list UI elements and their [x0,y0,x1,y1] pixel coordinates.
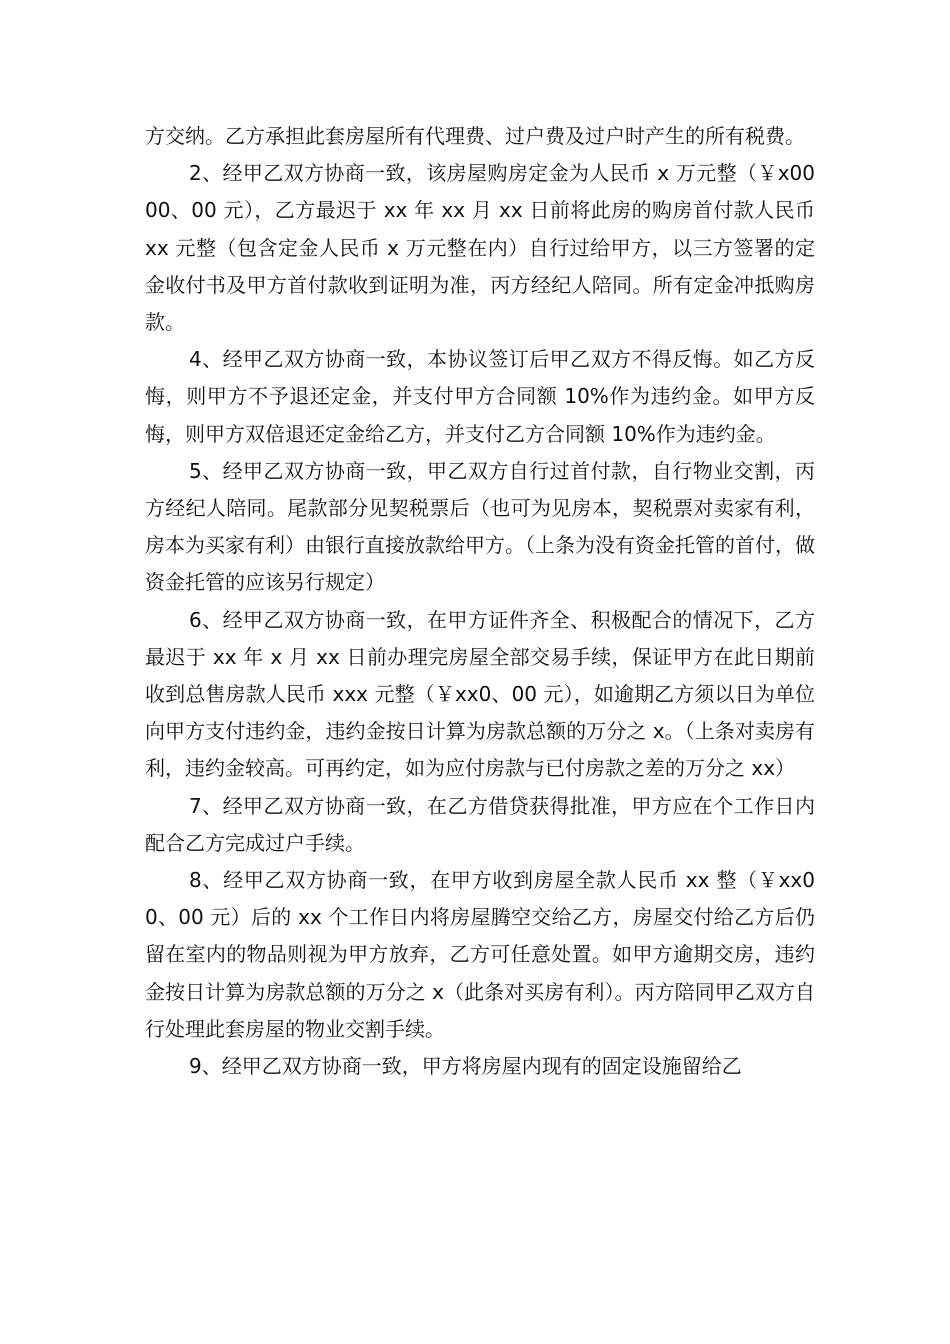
paragraph-clause-6: 6、经甲乙双方协商一致，在甲方证件齐全、积极配合的情况下，乙方最迟于 xx 年 x 月 xx 日前办理完房屋全部交易手续，保证甲方在此日期前收到总售房款人民币 xxx 元整（￥xx0、00 元），如逾期乙方须以日为单位向甲方支付违约金，违约金按日计算为房款总额的万分之 x。（上条对卖房有利，违约金较高。可再约定，如为应付房款与已付房款之差的万分之 xx） [145,607,815,781]
document-body [145,118,815,1085]
paragraph-clause-2: 2、经甲乙双方协商一致，该房屋购房定金为人民币 x 万元整（￥x0000、00 元），乙方最迟于 xx 年 xx 月 xx 日前将此房的购房首付款人民币 xx 元整（包含定金人民币 x 万元整在内）自行过给甲方，以三方签署的定金收付书及甲方首付款收到证明为准，丙方经纪人陪同。所有定金冲抵购房款。 [145,161,815,335]
paragraph-clause-4: 4、经甲乙双方协商一致，本协议签订后甲乙双方不得反悔。如乙方反悔，则甲方不予退还定金，并支付甲方合同额 10%作为违约金。如甲方反悔，则甲方双倍退还定金给乙方，并支付乙方合同额 10%作为违约金。 [145,347,815,446]
paragraph-clause-9: 9、经甲乙双方协商一致，甲方将房屋内现有的固定设施留给乙 [189,1054,742,1079]
paragraph-clause-5: 5、经甲乙双方协商一致，甲乙双方自行过首付款，自行物业交割，丙方经纪人陪同。尾款部分见契税票后（也可为见房本，契税票对卖家有利，房本为买家有利）由银行直接放款给甲方。（上条为没有资金托管的首付，做资金托管的应该另行规定） [145,458,815,595]
paragraph-continuation: 方交纳。乙方承担此套房屋所有代理费、过户费及过户时产生的所有税费。 [145,124,805,148]
paragraph-clause-8: 8、经甲乙双方协商一致，在甲方收到房屋全款人民币 xx 整（￥xx00、00 元）后的 xx 个工作日内将房屋腾空交给乙方，房屋交付给乙方后仍留在室内的物品则视为甲方放弃，乙方可任意处置。如甲方逾期交房，违约金按日计算为房款总额的万分之 x（此条对买房有利）。丙方陪同甲乙双方自行处理此套房屋的物业交割手续。 [145,868,815,1041]
paragraph-clause-7: 7、经甲乙双方协商一致，在乙方借贷获得批准，甲方应在个工作日内配合乙方完成过户手续。 [145,793,815,855]
